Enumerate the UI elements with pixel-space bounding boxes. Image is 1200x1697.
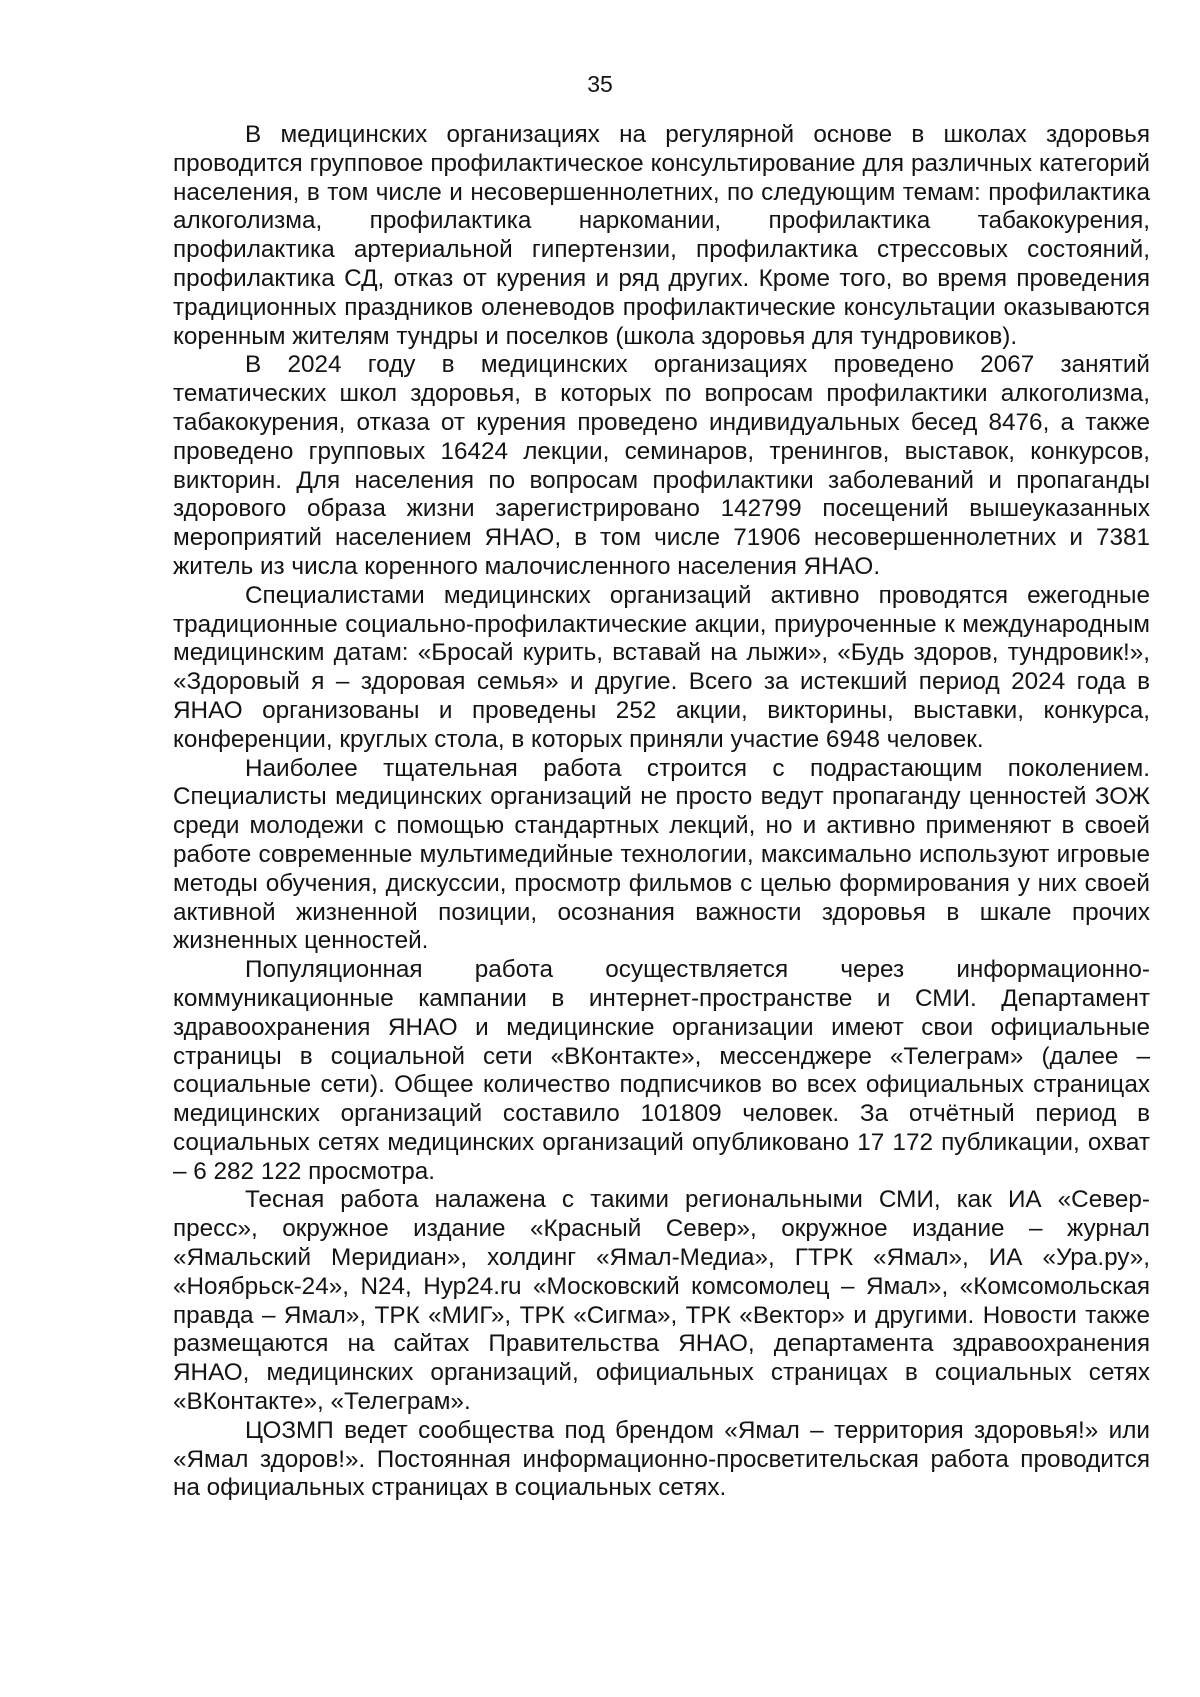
paragraph-social-networks: Популяционная работа осуществляется через информационно-коммуникационные кампании в интернет-пространстве и СМИ. Департамент здравоохранения ЯНАО и медицинские организации имеют свои официальные страницы в социальной сети «ВКонтакте», мессенджере «Телеграм» (далее – социальные сети). Общее количество подписчиков во всех официальных страницах медицинских организаций составило 101809 человек. За отчётный период в социальных сетях медицинских организаций опубликовано 17 172 публикации, охват – 6 282 122 просмотра.: [173, 956, 1150, 1185]
paragraph-youth-work: Наиболее тщательная работа строится с подрастающим поколением. Специалисты медицинских организаций не просто ведут пропаганду ценностей ЗОЖ среди молодежи с помощью стандартных лекций, но и активно применяют в своей работе современные мультимедийные технологии, максимально используют игровые методы обучения, дискуссии, просмотр фильмов с целью формирования у них своей активной жизненной позиции, осознания важности здоровья в шкале прочих жизненных ценностей.: [173, 754, 1150, 955]
paragraph-regional-media: Тесная работа налажена с такими региональными СМИ, как ИА «Север-пресс», окружное издание «Красный Север», окружное издание – журнал «Ямальский Меридиан», холдинг «Ямал-Медиа», ГТРК «Ямал», ИА «Ура.ру», «Ноябрьск-24», N24, Нур24.ru «Московский комсомолец – Ямал», «Комсомольская правда – Ямал», ТРК «МИГ», ТРК «Сигма», ТРК «Вектор» и другими. Новости также размещаются на сайтах Правительства ЯНАО, департамента здравоохранения ЯНАО, медицинских организаций, официальных страницах в социальных сетях «ВКонтакте», «Телеграм».: [173, 1186, 1150, 1416]
paragraph-prevention-campaigns: Специалистами медицинских организаций активно проводятся ежегодные традиционные социально-профилактические акции, приуроченные к международным медицинским датам: «Бросай курить, вставай на лыжи», «Будь здоров, тундровик!», «Здоровый я – здоровая семья» и другие. Всего за истекший период 2024 года в ЯНАО организованы и проведены 252 акции, викторины, выставки, конкурса, конференции, круглых стола, в которых приняли участие 6948 человек.: [173, 581, 1150, 753]
paragraph-health-schools: В медицинских организациях на регулярной основе в школах здоровья проводится групповое профилактическое консультирование для различных категорий населения, в том числе и несовершеннолетних, по следующим темам: профилактика алкоголизма, профилактика наркомании, профилактика табакокурения, профилактика артериальной гипертензии, профилактика стрессовых состояний, профилактика СД, отказ от курения и ряд других. Кроме того, во время проведения традиционных праздников оленеводов профилактические консультации оказываются коренным жителям тундры и поселков (школа здоровья для тундровиков).: [173, 121, 1150, 350]
page-number: 35: [587, 71, 613, 97]
document-body: [173, 121, 1150, 1503]
paragraph-czomp-communities: ЦОЗМП ведет сообщества под брендом «Ямал – территория здоровья!» или «Ямал здоров!». Постоянная информационно-просветительская работа проводится на официальных страницах в социальных сетях.: [173, 1416, 1150, 1502]
paragraph-2024-statistics: В 2024 году в медицинских организациях проведено 2067 занятий тематических школ здоровья, в которых по вопросам профилактики алкоголизма, табакокурения, отказа от курения проведено индивидуальных бесед 8476, а также проведено групповых 16424 лекции, семинаров, тренингов, выставок, конкурсов, викторин. Для населения по вопросам профилактики заболеваний и пропаганды здорового образа жизни зарегистрировано 142799 посещений вышеуказанных мероприятий населением ЯНАО, в том числе 71906 несовершеннолетних и 7381 житель из числа коренного малочисленного населения ЯНАО.: [173, 351, 1150, 580]
